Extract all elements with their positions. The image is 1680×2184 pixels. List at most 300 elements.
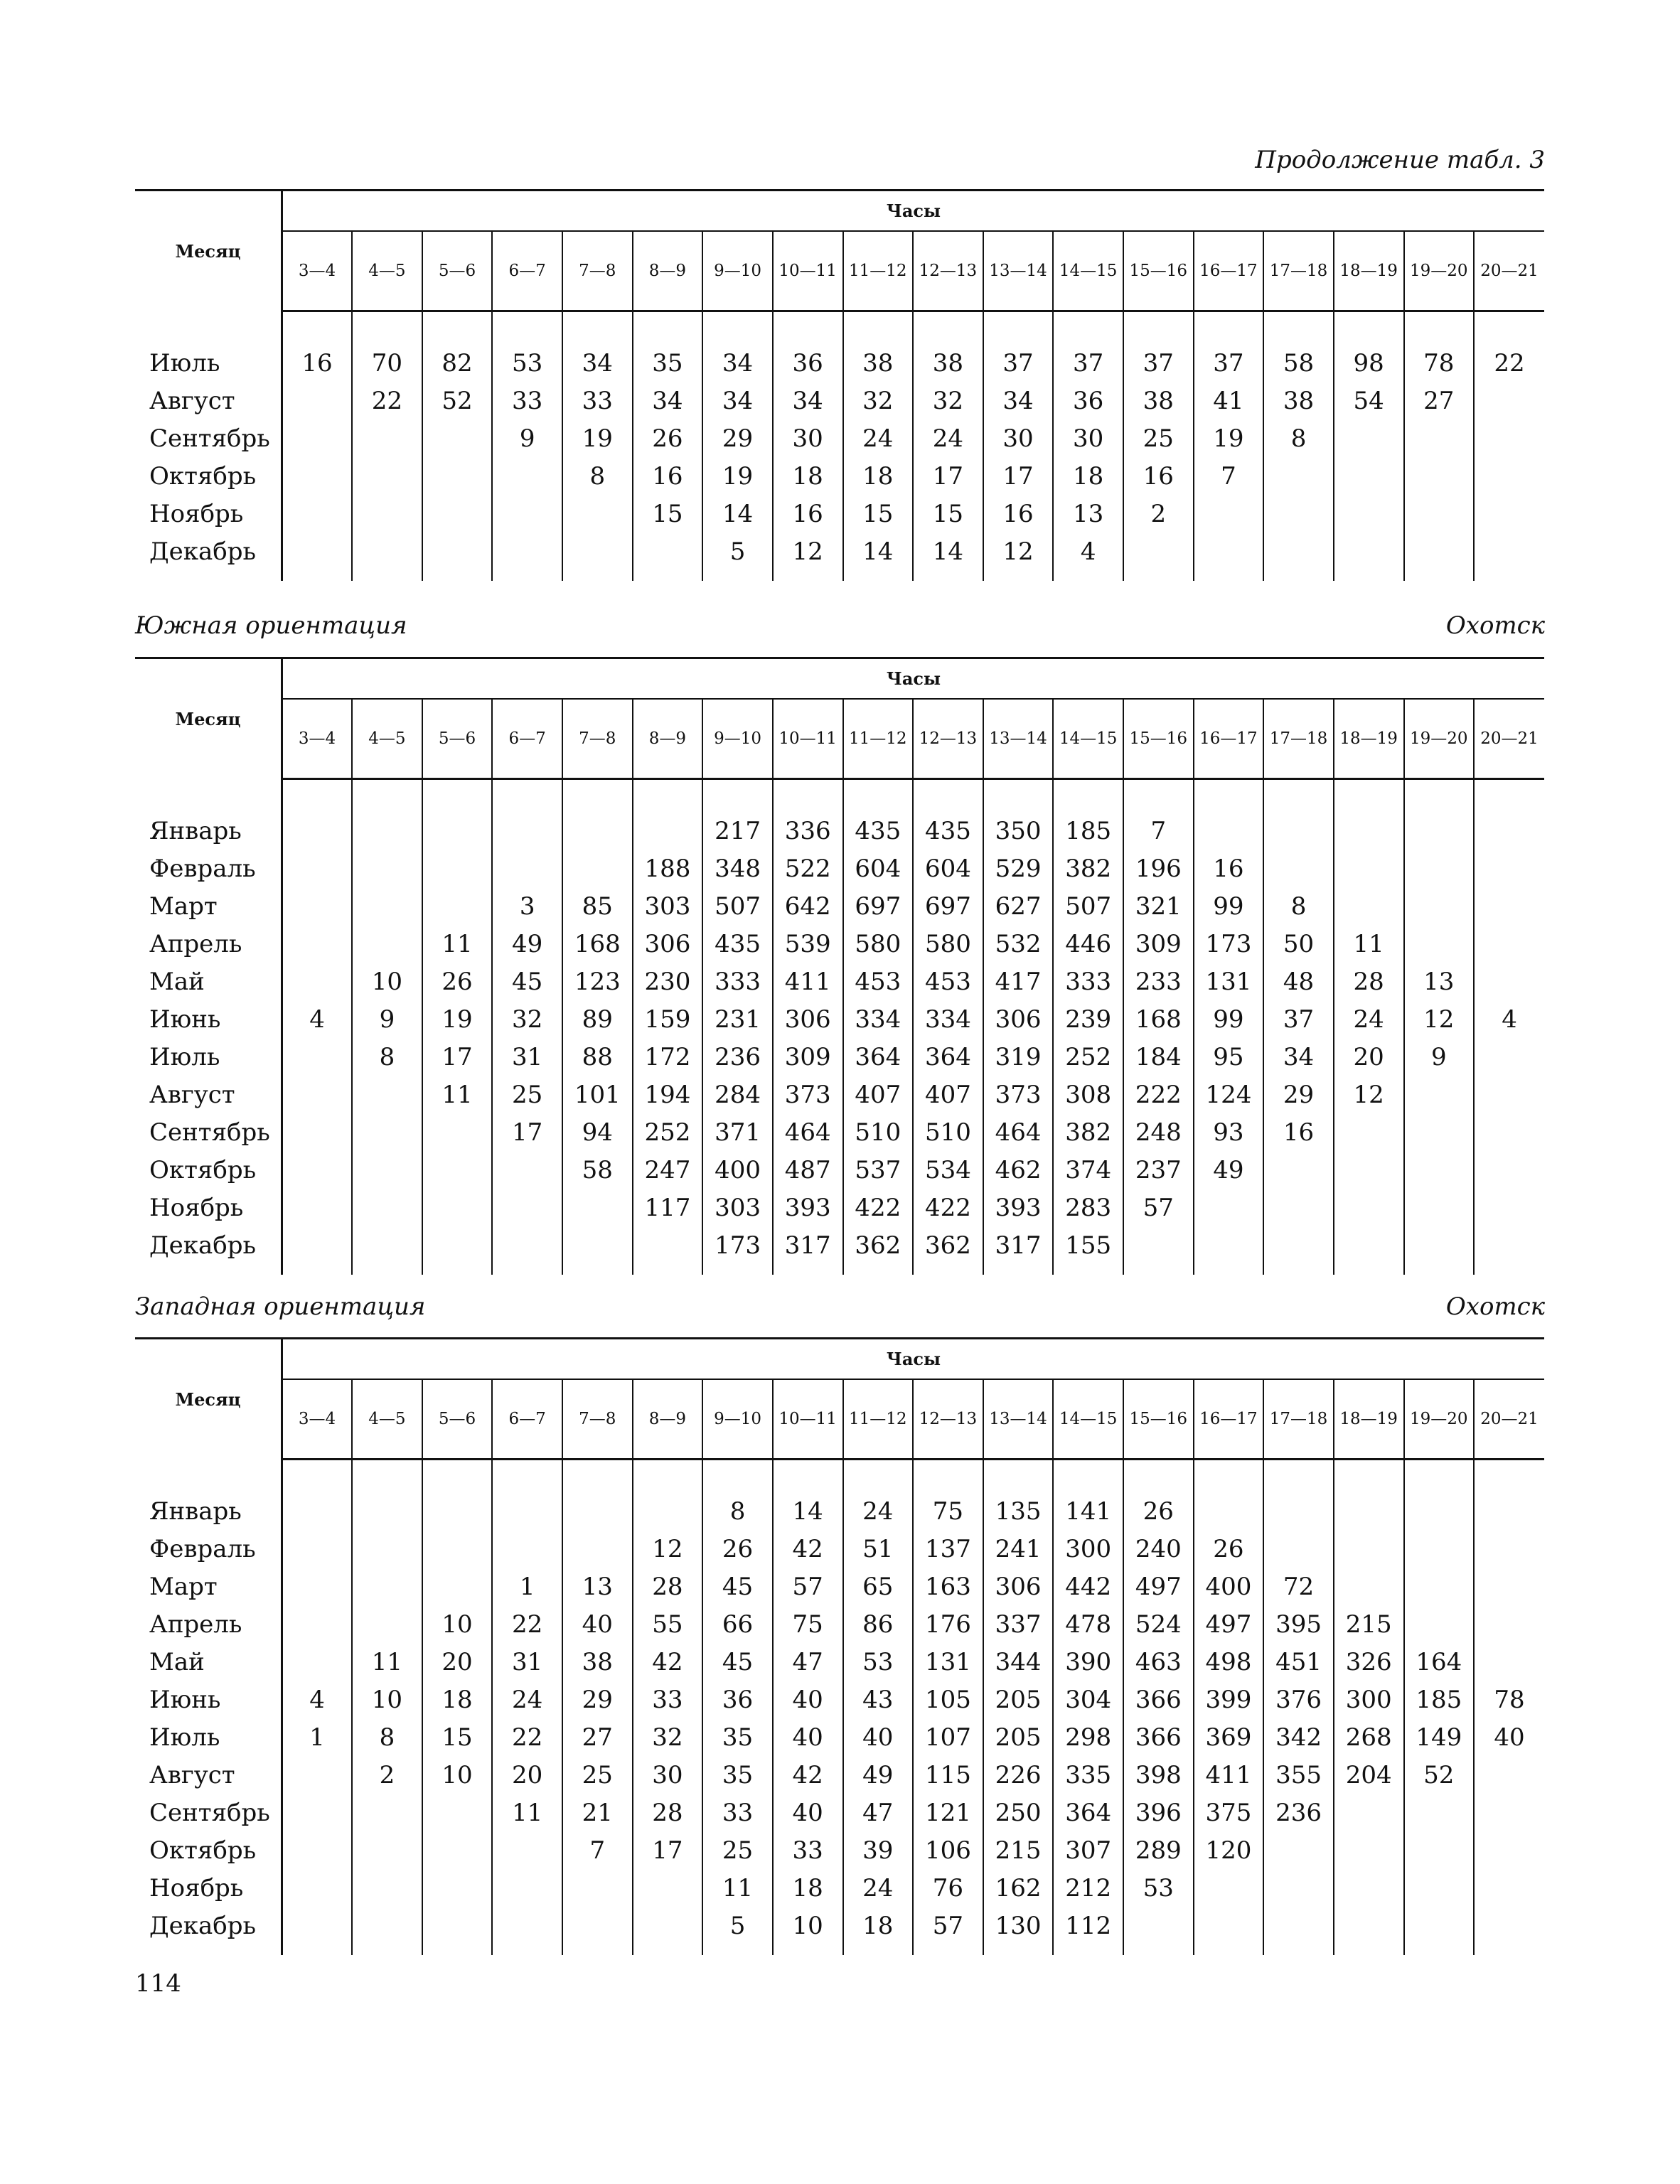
value-cell: 478 [1053,1605,1123,1643]
value-cell: 462 [983,1151,1054,1189]
value-cell: 41 [1194,382,1264,419]
table-row [135,1643,1544,1681]
value-cell [1194,1907,1264,1944]
value-cell [282,532,353,570]
value-cell [282,1831,353,1869]
value-cell: 335 [1053,1756,1123,1794]
value-cell: 42 [773,1530,843,1568]
value-cell [562,1869,633,1907]
value-cell [422,1568,493,1605]
value-cell: 88 [562,1038,633,1076]
value-cell [1474,1038,1544,1076]
value-cell: 185 [1404,1681,1475,1718]
value-cell [492,532,562,570]
page-number: 114 [135,1969,181,1998]
value-cell [1263,1907,1334,1944]
table-row [135,1869,1544,1907]
value-cell: 17 [492,1113,562,1151]
value-cell: 1 [282,1718,353,1756]
value-cell [1474,532,1544,570]
value-cell: 32 [492,1000,562,1038]
value-cell [1334,1113,1404,1151]
value-cell: 32 [843,382,914,419]
value-cell: 30 [773,419,843,457]
value-cell: 8 [702,1492,773,1530]
value-cell: 38 [1123,382,1194,419]
value-cell [562,495,633,532]
value-cell: 72 [1263,1568,1334,1605]
value-cell [282,382,353,419]
value-cell [1334,495,1404,532]
value-cell: 306 [983,1000,1054,1038]
value-cell [1404,1189,1475,1226]
table-row [135,1038,1544,1076]
value-cell: 382 [1053,1113,1123,1151]
value-cell [422,1113,493,1151]
value-cell: 2 [352,1756,422,1794]
value-cell: 230 [633,963,703,1000]
value-cell [352,1151,422,1189]
hour-column-header: 8—9 [633,231,703,311]
value-cell [633,1869,703,1907]
hour-column-header: 3—4 [282,699,353,779]
value-cell [1334,850,1404,887]
value-cell [282,850,353,887]
value-cell: 33 [562,382,633,419]
value-cell: 16 [983,495,1054,532]
value-cell [1404,495,1475,532]
value-cell: 99 [1194,1000,1264,1038]
value-cell: 22 [1494,348,1525,378]
hour-column-header: 20—21 [1474,699,1544,779]
value-cell: 248 [1123,1113,1194,1151]
value-cell: 236 [1263,1794,1334,1831]
value-cell: 303 [633,887,703,925]
value-cell: 697 [913,887,983,925]
value-cell [1404,850,1475,887]
value-cell: 5 [702,1907,773,1944]
value-cell [1194,812,1264,850]
value-cell: 34 [562,344,633,382]
value-cell: 336 [773,812,843,850]
table-row [135,344,1544,382]
value-cell: 24 [843,419,914,457]
value-cell: 498 [1194,1643,1264,1681]
value-cell: 40 [773,1794,843,1831]
value-cell: 40 [773,1681,843,1718]
value-cell: 38 [1263,382,1334,419]
value-cell: 7 [1123,812,1194,850]
value-cell: 29 [562,1681,633,1718]
value-cell: 374 [1053,1151,1123,1189]
value-cell [562,812,633,850]
value-cell: 7 [562,1831,633,1869]
table-row [135,1756,1544,1794]
table-row [135,1605,1544,1643]
hour-column-header: 8—9 [633,699,703,779]
value-cell [562,1530,633,1568]
value-cell: 524 [1123,1605,1194,1643]
value-cell [1404,1151,1475,1189]
value-cell [1263,1226,1334,1264]
value-cell: 32 [913,382,983,419]
value-cell: 422 [913,1189,983,1226]
month-cell: Сентябрь [135,1794,282,1831]
value-cell [1334,887,1404,925]
value-cell: 78 [1494,1685,1525,1714]
table-row [135,963,1544,1000]
value-cell: 4 [282,1000,353,1038]
value-cell: 284 [702,1076,773,1113]
value-cell: 75 [913,1492,983,1530]
value-cell: 25 [562,1756,633,1794]
value-cell: 37 [1194,344,1264,382]
table-row [135,1113,1544,1151]
value-cell: 300 [1334,1681,1404,1718]
value-cell [1474,1189,1544,1226]
hour-column-header: 7—8 [562,231,633,311]
value-cell: 24 [1334,1000,1404,1038]
value-cell: 37 [1263,1000,1334,1038]
value-cell: 196 [1123,850,1194,887]
value-cell [1404,887,1475,925]
value-cell: 51 [843,1530,914,1568]
value-cell: 507 [1053,887,1123,925]
month-cell: Август [135,1076,282,1113]
hours-header: Часы [282,191,1545,232]
value-cell: 14 [913,532,983,570]
value-cell: 75 [773,1605,843,1643]
hour-column-header: 6—7 [492,699,562,779]
value-cell: 184 [1123,1038,1194,1076]
value-cell: 306 [633,925,703,963]
value-cell [282,495,353,532]
value-cell: 231 [702,1000,773,1038]
value-cell: 172 [633,1038,703,1076]
value-cell: 188 [633,850,703,887]
value-cell [1474,1831,1544,1869]
value-cell: 12 [983,532,1054,570]
value-cell [1263,1869,1334,1907]
value-cell: 8 [562,457,633,495]
value-cell: 4 [282,1681,353,1718]
value-cell: 35 [633,344,703,382]
value-cell: 390 [1053,1643,1123,1681]
value-cell: 52 [422,382,493,419]
value-cell [1123,1907,1194,1944]
value-cell: 306 [773,1000,843,1038]
hour-column-header: 14—15 [1053,1379,1123,1460]
hour-column-header: 20—21 [1474,1379,1544,1460]
value-cell: 407 [913,1076,983,1113]
city-label-south: Охотск [1445,611,1545,640]
value-cell [1474,887,1544,925]
value-cell: 22 [352,382,422,419]
value-cell [282,1189,353,1226]
value-cell [1194,1492,1264,1530]
value-cell [1474,812,1544,850]
hour-column-header: 7—8 [562,1379,633,1460]
value-cell: 34 [983,382,1054,419]
value-cell [1474,1226,1544,1264]
value-cell [1474,1869,1544,1907]
value-cell [282,1151,353,1189]
value-cell [1474,382,1544,419]
value-cell: 18 [773,1869,843,1907]
value-cell: 317 [773,1226,843,1264]
value-cell [282,1756,353,1794]
value-cell: 435 [913,812,983,850]
value-cell [1474,419,1544,457]
value-cell [422,1151,493,1189]
value-cell: 32 [633,1718,703,1756]
value-cell: 8 [1263,419,1334,457]
value-cell: 117 [633,1189,703,1226]
value-cell [562,1226,633,1264]
value-cell [282,1568,353,1605]
value-cell: 321 [1123,887,1194,925]
value-cell: 373 [983,1076,1054,1113]
value-cell: 49 [843,1756,914,1794]
value-cell: 393 [773,1189,843,1226]
value-cell: 24 [492,1681,562,1718]
value-cell: 33 [633,1681,703,1718]
value-cell [1123,1226,1194,1264]
value-cell: 36 [773,344,843,382]
value-cell: 94 [562,1113,633,1151]
hour-column-header: 11—12 [843,231,914,311]
hour-column-header: 13—14 [983,231,1054,311]
hour-column-header: 5—6 [422,699,493,779]
value-cell: 47 [773,1643,843,1681]
value-cell: 124 [1194,1076,1264,1113]
value-cell: 534 [913,1151,983,1189]
value-cell: 309 [1123,925,1194,963]
value-cell: 53 [1123,1869,1194,1907]
table-row [135,850,1544,887]
month-cell: Март [135,887,282,925]
value-cell: 25 [1123,419,1194,457]
value-cell [1404,1869,1475,1907]
value-cell: 373 [773,1076,843,1113]
value-cell [1404,1794,1475,1831]
value-cell: 85 [562,887,633,925]
value-cell [1404,1831,1475,1869]
hour-column-header: 14—15 [1053,699,1123,779]
value-cell: 98 [1334,344,1404,382]
value-cell [1474,1568,1544,1605]
value-cell: 16 [633,457,703,495]
value-cell: 47 [843,1794,914,1831]
value-cell: 33 [702,1794,773,1831]
month-cell: Май [135,1643,282,1681]
value-cell: 130 [983,1907,1054,1944]
value-cell [422,1831,493,1869]
value-cell: 507 [702,887,773,925]
value-cell [492,1151,562,1189]
value-cell: 38 [913,344,983,382]
value-cell [1263,850,1334,887]
value-cell: 298 [1053,1718,1123,1756]
value-cell [492,812,562,850]
value-cell [1194,532,1264,570]
value-cell [1404,1907,1475,1944]
value-cell: 15 [913,495,983,532]
value-cell: 35 [702,1756,773,1794]
value-cell: 11 [702,1869,773,1907]
value-cell [352,1794,422,1831]
hour-column-header: 14—15 [1053,231,1123,311]
value-cell: 15 [633,495,703,532]
value-cell: 306 [983,1568,1054,1605]
value-cell: 40 [1494,1723,1525,1752]
month-cell: Ноябрь [135,1189,282,1226]
value-cell: 55 [633,1605,703,1643]
value-cell: 37 [1053,344,1123,382]
month-cell: Декабрь [135,532,282,570]
month-cell: Май [135,963,282,1000]
month-cell: Октябрь [135,1831,282,1869]
value-cell: 366 [1123,1718,1194,1756]
value-cell [1404,812,1475,850]
value-cell: 58 [1263,344,1334,382]
value-cell: 33 [492,382,562,419]
value-cell: 697 [843,887,914,925]
value-cell [1474,1794,1544,1831]
hour-column-header: 9—10 [702,699,773,779]
value-cell: 422 [843,1189,914,1226]
table-row [135,1000,1544,1038]
table-row [135,1076,1544,1113]
value-cell: 19 [562,419,633,457]
value-cell: 99 [1194,887,1264,925]
value-cell: 14 [773,1492,843,1530]
value-cell [562,850,633,887]
value-cell [1334,1530,1404,1568]
value-cell: 12 [633,1530,703,1568]
value-cell: 15 [422,1718,493,1756]
value-cell: 26 [1194,1530,1264,1568]
value-cell: 14 [843,532,914,570]
value-cell [1404,419,1475,457]
value-cell: 24 [843,1869,914,1907]
value-cell: 40 [843,1718,914,1756]
value-cell [1263,1492,1334,1530]
value-cell: 604 [913,850,983,887]
value-cell: 93 [1194,1113,1264,1151]
value-cell [1404,457,1475,495]
value-cell: 9 [492,419,562,457]
hour-column-header: 17—18 [1263,699,1334,779]
value-cell: 237 [1123,1151,1194,1189]
value-cell: 17 [422,1038,493,1076]
value-cell: 10 [422,1605,493,1643]
value-cell [282,1530,353,1568]
table-row [135,812,1544,850]
value-cell: 222 [1123,1076,1194,1113]
value-cell [352,1907,422,1944]
value-cell: 326 [1334,1643,1404,1681]
hour-column-header: 13—14 [983,1379,1054,1460]
value-cell: 34 [702,344,773,382]
value-cell: 49 [1194,1151,1264,1189]
value-cell [1334,1794,1404,1831]
continuation-caption: Продолжение табл. 3 [1255,146,1545,174]
value-cell: 205 [983,1681,1054,1718]
value-cell [1474,1530,1544,1568]
month-cell: Октябрь [135,457,282,495]
month-cell: Сентябрь [135,1113,282,1151]
value-cell [1263,812,1334,850]
value-cell [1334,1151,1404,1189]
value-cell [352,1076,422,1113]
value-cell: 65 [843,1568,914,1605]
value-cell: 22 [492,1718,562,1756]
month-cell: Февраль [135,850,282,887]
value-cell: 362 [913,1226,983,1264]
value-cell: 487 [773,1151,843,1189]
hour-column-header: 18—19 [1334,1379,1404,1460]
value-cell: 54 [1334,382,1404,419]
value-cell: 12 [1334,1076,1404,1113]
value-cell: 529 [983,850,1054,887]
value-cell: 20 [1334,1038,1404,1076]
value-cell: 13 [562,1568,633,1605]
table-row [135,925,1544,963]
value-cell: 155 [1053,1226,1123,1264]
value-cell: 252 [633,1113,703,1151]
month-cell: Февраль [135,1530,282,1568]
hour-column-header: 9—10 [702,231,773,311]
value-cell: 642 [773,887,843,925]
value-cell [352,1568,422,1605]
value-cell [422,1226,493,1264]
value-cell [492,850,562,887]
value-cell: 10 [352,963,422,1000]
month-column-header: Месяц [135,658,282,779]
value-cell [1474,1605,1544,1643]
value-cell: 435 [702,925,773,963]
value-cell [352,1492,422,1530]
value-cell: 22 [492,1605,562,1643]
value-cell [352,1831,422,1869]
value-cell [1474,495,1544,532]
month-cell: Декабрь [135,1226,282,1264]
value-cell: 48 [1263,963,1334,1000]
hour-column-header: 12—13 [913,1379,983,1460]
table-south-orientation [135,657,1544,1275]
value-cell: 107 [913,1718,983,1756]
hour-column-header: 15—16 [1123,699,1194,779]
value-cell: 34 [1263,1038,1334,1076]
value-cell: 411 [1194,1756,1264,1794]
value-cell: 317 [983,1226,1054,1264]
value-cell: 78 [1404,344,1475,382]
value-cell: 239 [1053,1000,1123,1038]
value-cell: 532 [983,925,1054,963]
value-cell: 247 [633,1151,703,1189]
value-cell: 604 [843,850,914,887]
value-cell: 106 [913,1831,983,1869]
value-cell: 407 [843,1076,914,1113]
value-cell: 333 [702,963,773,1000]
month-cell: Апрель [135,925,282,963]
value-cell [492,1869,562,1907]
hour-column-header: 16—17 [1194,1379,1264,1460]
value-cell [1334,419,1404,457]
value-cell: 24 [913,419,983,457]
value-cell: 16 [1123,457,1194,495]
